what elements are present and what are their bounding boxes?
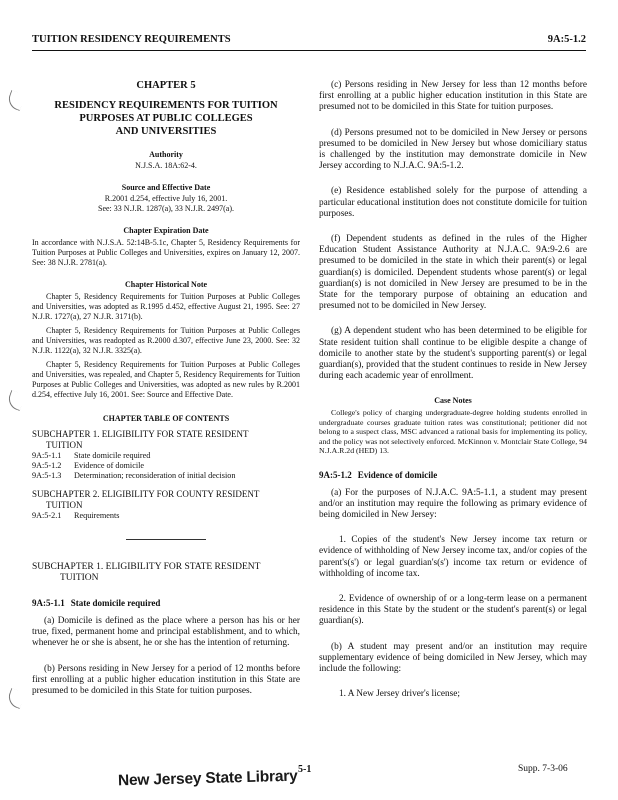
left-column: [32, 60, 300, 697]
history-note: Chapter 5, Residency Requirements for Tuition Purposes at Public Colleges and Universities, was adopted as R.1995 d.452, effective August 21, 1995. See: 27 N.J.R. 1727(a), 27 N.J.R. 3171(b).: [32, 292, 300, 321]
list-item: 2. Evidence of ownership of or a long-term lease on a permanent residence in this State by the student or the student's parent(s) or legal guardian(s).: [319, 593, 587, 627]
running-header: [32, 34, 586, 50]
binding-hole-mark: [6, 90, 26, 111]
paragraph-g: (g) A dependent student who has been determined to be eligible for State resident tuition shall continue to be eligible despite a change of domicile to another state by the student's supporting parent(s) or legal guardian(s), provided that the student continues to reside in New Jersey during each academic year of enrollment.: [319, 326, 587, 382]
toc-subchapter-1: SUBCHAPTER 1. ELIGIBILITY FOR STATE RESIDENT TUITION: [32, 429, 249, 450]
toc-heading: CHAPTER TABLE OF CONTENTS: [102, 414, 230, 423]
binding-hole-mark: [6, 688, 26, 709]
source-line: See: 33 N.J.R. 1287(a), 33 N.J.R. 2497(a).: [98, 204, 234, 213]
history-note: Chapter 5, Residency Requirements for Tuition Purposes at Public Colleges and Universities, was readopted as R.2000 d.307, effective June 23, 2000. See: 32 N.J.R. 1122(a), 32 N.J.R. 3325(a).: [32, 326, 300, 355]
subchapter-1-heading: SUBCHAPTER 1. ELIGIBILITY FOR STATE RESIDENT TUITION: [32, 562, 261, 583]
paragraph-c: (c) Persons residing in New Jersey for less than 12 months before first enrolling at a public higher education institution in this State are presumed not to be domiciled in this State for tuition purposes.: [319, 80, 587, 113]
toc-subchapter-2: SUBCHAPTER 2. ELIGIBILITY FOR COUNTY RESIDENT TUITION: [32, 489, 260, 510]
chapter-title: RESIDENCY REQUIREMENTS FOR TUITION PURPOSES AT PUBLIC COLLEGES AND UNIVERSITIES: [54, 100, 278, 137]
expiration-text: In accordance with N.J.S.A. 52:14B-5.1c, Chapter 5, Residency Requirements for Tuition Purposes at Public Colleges and Universities, expires on January 12, 2007. See: 38 N.J.R. 2781(a).: [32, 238, 300, 267]
history-heading: Chapter Historical Note: [124, 280, 208, 289]
case-notes-heading: Case Notes: [434, 396, 472, 406]
header-rule: [32, 50, 586, 51]
right-column: [319, 60, 587, 700]
binding-hole-mark: [6, 390, 26, 411]
paragraph-b: (b) Persons residing in New Jersey for a period of 12 months before first enrolling at a public higher education institution in this State are presumed to be domiciled in this State for tuition purposes.: [32, 663, 300, 697]
toc-item[interactable]: 9A:5-1.1 State domicile required: [32, 451, 151, 460]
toc-item[interactable]: 9A:5-1.3 Determination; reconsideration of initial decision: [32, 471, 236, 480]
source-heading: Source and Effective Date: [121, 183, 211, 192]
paragraph-a: (a) For the purposes of N.J.A.C. 9A:5-1.1, a student may present and/or an institution may require the following as primary evidence of being domiciled in New Jersey:: [319, 487, 587, 520]
toc-item[interactable]: 9A:5-1.2 Evidence of domicile: [32, 461, 145, 470]
page-footer: [0, 764, 618, 792]
list-item: 1. A New Jersey driver's license;: [339, 689, 460, 700]
history-note: Chapter 5, Residency Requirements for Tuition Purposes at Public Colleges and Universities, was repealed, and Chapter 5, Residency Requirements for Tuition Purposes at Public Colleges and Universities, was adopted as new rules by R.2001 d.254, effective July 16, 2001. See: Source and Effective Date.: [32, 360, 300, 399]
authority-heading: Authority: [149, 150, 183, 159]
authority-text: N.J.S.A. 18A:62-4.: [135, 161, 197, 170]
section-heading-1-1: 9A:5-1.1 State domicile required: [32, 598, 161, 608]
library-stamp: New Jersey State Library: [117, 767, 298, 790]
case-notes-text: College's policy of charging undergraduate-degree holding students enrolled in undergraduate courses graduate tuition rates was constitutional; petitioner did not belong to a suspect class, MSC advanced a rational basis for implementing its policy, and the policy was not selectively enforced. McKinnon v. Montclair State College, 94 N.J.A.R.2d (HED) 13.: [319, 408, 587, 456]
chapter-number: CHAPTER 5: [136, 80, 196, 91]
section-heading-1-2: 9A:5-1.2 Evidence of domicile: [319, 469, 438, 480]
paragraph-a: (a) Domicile is defined as the place where a person has his or her true, fixed, permanent home and principal establishment, and to which, whenever he or she is absent, he or she has the intention of returning.: [32, 616, 300, 649]
supplement-date: Supp. 7-3-06: [518, 764, 568, 774]
toc-item[interactable]: 9A:5-2.1 Requirements: [32, 511, 120, 520]
paragraph-b: (b) A student may present and/or an institution may require supplementary evidence of being domiciled in New Jersey, which may include the following:: [319, 641, 587, 674]
section-divider: [126, 539, 206, 540]
paragraph-d: (d) Persons presumed not to be domiciled in New Jersey or persons presumed to be domiciled in New Jersey but whose domiciliary status is challenged by the institution may demonstrate domicile in New Jersey according to N.J.A.C. 9A:5-1.2.: [319, 127, 587, 172]
source-line: R.2001 d.254, effective July 16, 2001.: [104, 194, 228, 203]
header-title: TUITION RESIDENCY REQUIREMENTS: [32, 34, 231, 45]
paragraph-f: (f) Dependent students as defined in the rules of the Higher Education Student Assistance Authority at N.J.A.C. 9A:9-2.6 are presumed to be domiciled in the state in which their parent(s) or legal guardian(s) is domiciled. Dependent students whose parent(s) or legal guardian(s) is not domiciled in New Jersey are presumed to be in the State for the temporary purpose of obtaining an education and presumed not to be domiciled in New Jersey.: [319, 234, 587, 312]
expiration-heading: Chapter Expiration Date: [123, 226, 209, 235]
page-number: 5-1: [298, 764, 312, 775]
header-section: 9A:5-1.2: [547, 34, 586, 45]
list-item: 1. Copies of the student's New Jersey income tax return or evidence of withholding of New Jersey income tax, and/or copies of the parent's(s') or legal guardian's(s') income tax return or evidence of withholding of income tax.: [319, 535, 587, 579]
paragraph-e: (e) Residence established solely for the purpose of attending a particular educational institution does not constitute domicile for tuition purposes.: [319, 186, 587, 219]
